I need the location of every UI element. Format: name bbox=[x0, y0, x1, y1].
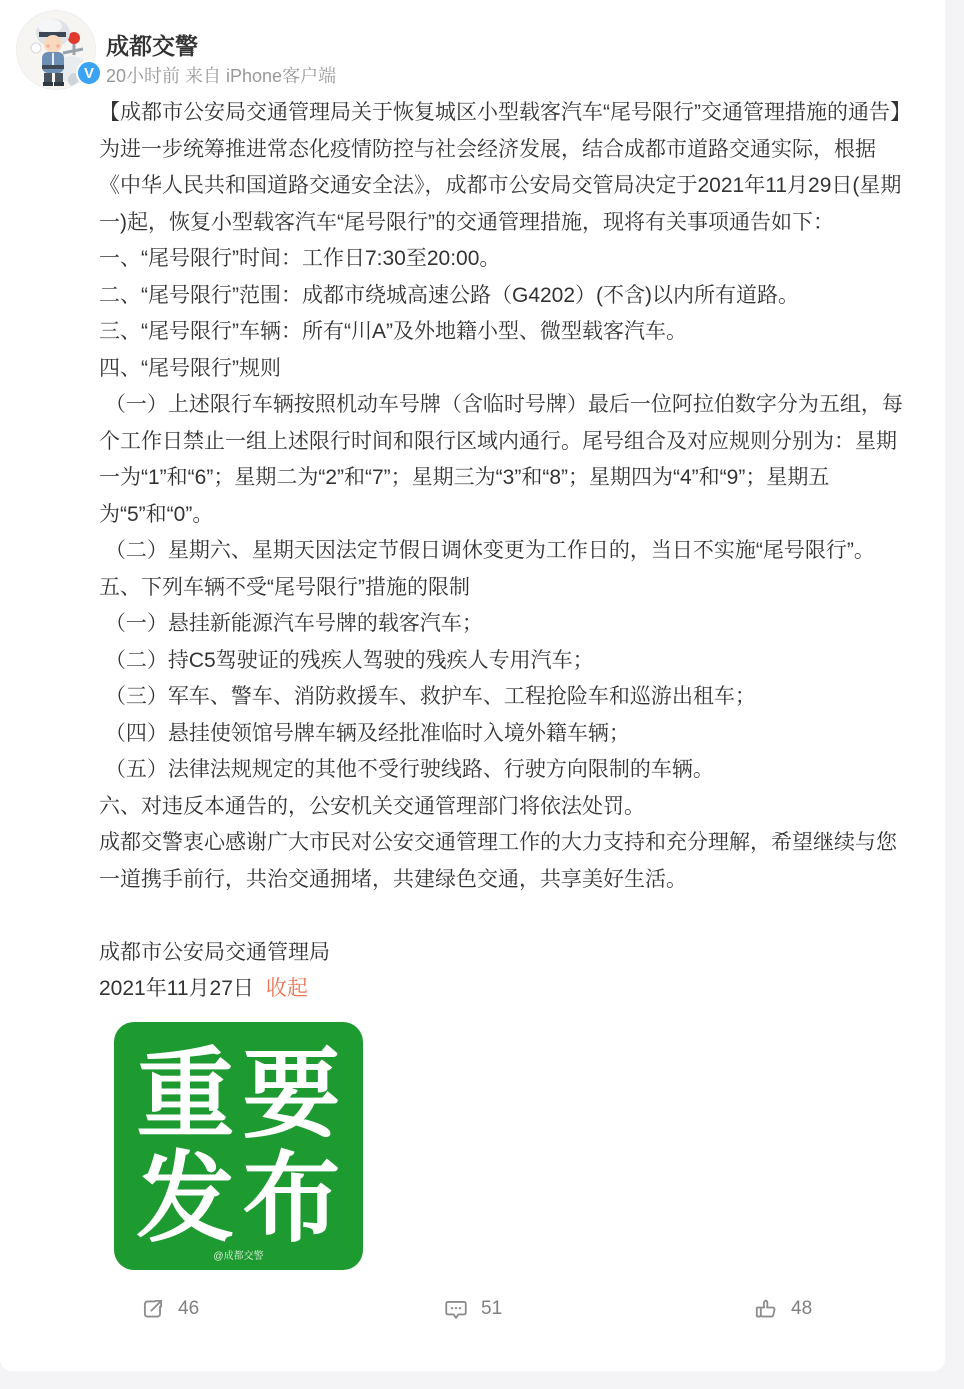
post-image-important-release[interactable] bbox=[114, 1022, 363, 1270]
share-button[interactable] bbox=[140, 1296, 199, 1322]
post-paragraph: （一）上述限行车辆按照机动车号牌（含临时号牌）最后一位阿拉伯数字分为五组，每个工作日禁止一组上述限行时间和限行区域内通行。尾号组合及对应规则分别为：星期一为“1”和“6”；星期二为“2”和“7”；星期三为“3”和“8”；星期四为“4”和“9”；星期五为“5”和“0”。 bbox=[99, 393, 903, 526]
post-date-line bbox=[99, 971, 905, 1008]
post-body bbox=[0, 95, 945, 1270]
comment-count: 51 bbox=[481, 1297, 503, 1319]
thumbs-up-icon bbox=[753, 1296, 779, 1322]
share-icon bbox=[140, 1296, 166, 1322]
post-paragraph: 二、“尾号限行”范围：成都市绕城高速公路（G4202）(不含)以内所有道路。 bbox=[99, 283, 800, 307]
username[interactable]: 成都交警 bbox=[106, 33, 198, 59]
post-header bbox=[0, 0, 945, 95]
post-paragraph: 四、“尾号限行”规则 bbox=[99, 356, 281, 380]
post-paragraph: （二）持C5驾驶证的残疾人驾驶的残疾人专用汽车； bbox=[99, 648, 594, 672]
post-paragraph: 【成都市公安局交通管理局关于恢复城区小型载客汽车“尾号限行”交通管理措施的通告】 bbox=[99, 101, 911, 124]
post-paragraph: 为进一步统筹推进常态化疫情防控与社会经济发展，结合成都市道路交通实际，根据《中华人民共和国道路交通安全法》，成都市公安局交管局决定于2021年11月29日(星期一)起，恢复小型载客汽车“尾号限行”的交通管理措施，现将有关事项通告如下： bbox=[99, 137, 902, 234]
post-paragraph: 成都交警衷心感谢广大市民对公安交通管理工作的大力支持和充分理解，希望继续与您一道携手前行，共治交通拥堵，共建绿色交通，共享美好生活。 bbox=[99, 831, 897, 891]
collapse-link[interactable]: 收起 bbox=[265, 977, 308, 1000]
comment-button[interactable] bbox=[443, 1296, 502, 1322]
like-count: 48 bbox=[791, 1297, 813, 1319]
post-paragraph: （一）悬挂新能源汽车号牌的载客汽车； bbox=[99, 612, 483, 635]
post-paragraph: （二）星期六、星期天因法定节假日调休变更为工作日的，当日不实施“尾号限行”。 bbox=[99, 539, 875, 562]
post-paragraph: （四）悬挂使领馆号牌车辆及经批准临时入境外籍车辆； bbox=[99, 721, 630, 745]
image-text-line2: 发布 bbox=[136, 1142, 349, 1253]
post-paragraph: （三）军车、警车、消防救援车、救护车、工程抢险车和巡游出租车； bbox=[99, 685, 756, 708]
post-paragraph-blank bbox=[99, 898, 905, 935]
post-meta-timestamp: 20小时前 来自 iPhone客户端 bbox=[106, 66, 337, 86]
post-paragraph: 五、下列车辆不受“尾号限行”措施的限制 bbox=[99, 575, 470, 599]
post-paragraph: 三、“尾号限行”车辆：所有“川A”及外地籍小型、微型载客汽车。 bbox=[99, 320, 687, 343]
image-text-line1: 重要 bbox=[136, 1038, 349, 1149]
post-signature: 成都市公安局交通管理局 bbox=[99, 940, 330, 964]
post-paragraph: 一、“尾号限行”时间：工作日7:30至20:00。 bbox=[99, 247, 501, 270]
like-button[interactable] bbox=[753, 1296, 812, 1322]
post-paragraph: （五）法律法规规定的其他不受行驶线路、行驶方向限制的车辆。 bbox=[99, 758, 714, 781]
post-paragraph: 六、对违反本通告的，公安机关交通管理部门将依法处罚。 bbox=[99, 794, 645, 818]
image-watermark: @成都交警 bbox=[213, 1250, 264, 1262]
post-date: 2021年11月27日 bbox=[99, 977, 254, 1000]
verified-badge-icon: V bbox=[76, 60, 102, 86]
share-count: 46 bbox=[178, 1297, 200, 1319]
action-bar bbox=[0, 1296, 945, 1336]
comment-icon bbox=[443, 1296, 469, 1322]
